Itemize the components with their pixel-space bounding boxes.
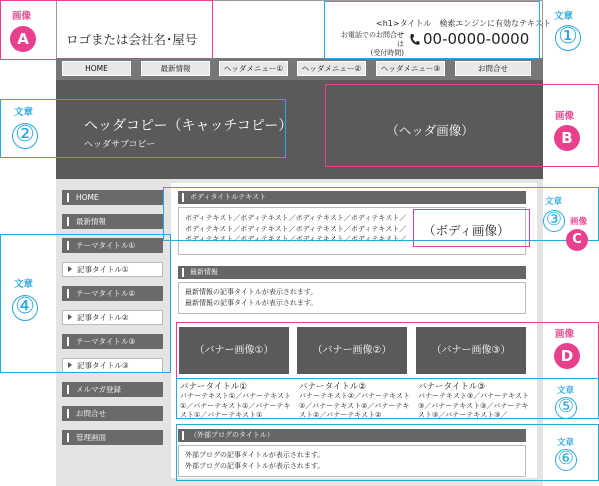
news-section-title: 最新情報 (178, 266, 526, 279)
annot-box-c (413, 209, 530, 247)
tel-note-line-2: (受付時間) (370, 49, 404, 57)
blog-section-title: （外部ブログのタイトル） (178, 429, 526, 442)
banner-text-line: スト③／バナーテキスト③／ (418, 411, 508, 419)
sidebar-item-theme-3[interactable]: テーマタイトル③ (62, 334, 163, 349)
annot-box-1 (324, 1, 540, 59)
sidebar-item-news[interactable]: 最新情報 (62, 214, 163, 229)
sidebar-item-newsletter[interactable]: メルマガ登録 (62, 382, 163, 397)
body-text-line: ボディテキスト／ボディテキスト／ボディテキスト／ボディテキスト／ (185, 235, 407, 243)
body-text-line: ボディテキスト／ボディテキスト／ボディテキスト／ボディテキスト／ (185, 214, 407, 222)
nav-contact[interactable]: お問合せ (455, 61, 531, 76)
banner-text-line: スト②／バナーテキスト② (299, 411, 382, 419)
sidebar-item-contact[interactable]: お問合せ (62, 406, 163, 421)
annot-label-text-5: 文章 (557, 386, 575, 396)
annot-label-image-c: 画像 (570, 217, 588, 227)
annot-badge-c: C (566, 229, 588, 251)
news-item[interactable]: 最新情報の記事タイトルが表示されます。 (185, 288, 318, 296)
nav-menu-1[interactable]: ヘッダメニュー① (219, 61, 288, 76)
annot-num-3: ③ (543, 210, 565, 232)
sidebar-item-home[interactable]: HOME (62, 190, 163, 205)
banner-text-line: ②／バナーテキスト②／バナーテキ (299, 401, 410, 410)
sidebar-item-theme-2[interactable]: テーマタイトル② (62, 286, 163, 301)
annot-box-3 (163, 187, 599, 241)
banner-text-line: ③／バナーテキスト③／バナーテキ (418, 401, 529, 410)
nav-menu-3[interactable]: ヘッダメニュー③ (376, 61, 445, 76)
sidebar-item-theme-1[interactable]: テーマタイトル① (62, 238, 163, 253)
annot-box-5 (176, 378, 599, 419)
header-catch-copy: ヘッダコピー（キャッチコピー） (84, 118, 293, 134)
body-image-label: （ボディ画像） (423, 223, 510, 238)
annot-label-image-d: 画像 (555, 329, 575, 340)
banner-title-2[interactable]: バナータイトル② (299, 382, 366, 392)
annot-badge-a: A (10, 26, 36, 52)
annot-badge-b: B (554, 125, 580, 151)
nav-news[interactable]: 最新情報 (141, 61, 210, 76)
banner-text-line: バナーテキスト①／バナーテキスト (180, 392, 291, 400)
annot-num-4: ④ (12, 295, 38, 321)
sidebar-item-admin[interactable]: 管理画面 (62, 430, 163, 445)
banner-text-line: バナーテキスト②／バナーテキスト (299, 392, 410, 400)
annot-label-text-4: 文章 (14, 279, 34, 290)
news-item[interactable]: 最新情報の記事タイトルが表示されます。 (185, 298, 318, 307)
nav-home[interactable]: HOME (62, 61, 131, 76)
sidebar-item-article-2[interactable]: 記事タイトル② (62, 310, 163, 325)
banner-image-2[interactable]: （バナー画像②） (297, 327, 407, 374)
header-sub-copy: ヘッダサブコピー (84, 140, 156, 150)
banner-text-line: スト①／バナーテキスト① (180, 411, 263, 419)
header-h1-title: <h1>タイトル 検索エンジンに有効なテキスト (376, 19, 551, 28)
header-image-label: （ヘッダ画像） (386, 123, 474, 138)
blog-item[interactable]: 外部ブログの記事タイトルが表示されます。 (185, 461, 325, 470)
banner-text-line: バナーテキスト③／バナーテキスト (418, 392, 529, 400)
tel-note-line-1: お電話でのお問合せは (341, 31, 404, 48)
banner-title-1[interactable]: バナータイトル① (180, 382, 247, 392)
phone-number-text: 00-0000-0000 (423, 30, 530, 48)
annot-num-6: ⑥ (555, 449, 577, 471)
news-section (178, 282, 526, 314)
annot-label-text-6: 文章 (557, 438, 575, 448)
annot-label-text-1: 文章 (554, 11, 574, 22)
nav-menu-2[interactable]: ヘッダメニュー② (297, 61, 366, 76)
sidebar-item-article-1[interactable]: 記事タイトル① (62, 262, 163, 277)
body-text-line: ボディテキスト／ボディテキスト／ボディテキスト／ボディテキスト／ (185, 224, 407, 233)
annot-label-image-b: 画像 (555, 111, 575, 122)
annot-badge-d: D (554, 343, 580, 369)
annot-box-b (325, 84, 599, 167)
banner-title-3[interactable]: バナータイトル③ (418, 382, 485, 392)
banner-text-line: ①／バナーテキスト①／バナーテキ (180, 401, 291, 410)
sidebar-item-article-3[interactable]: 記事タイトル③ (62, 358, 163, 373)
annot-label-text-3: 文章 (545, 197, 563, 207)
annot-box-d (176, 322, 599, 379)
banner-image-3[interactable]: （バナー画像③） (416, 327, 526, 374)
annot-num-5: ⑤ (555, 397, 577, 419)
annot-box-2 (0, 99, 286, 158)
annot-num-2: ② (12, 123, 38, 149)
body-section-title: ボディタイトルテキスト (178, 191, 526, 204)
annot-label-text-2: 文章 (14, 107, 34, 118)
site-logo[interactable]: ロゴまたは会社名･屋号 (66, 32, 198, 47)
annot-num-1: ① (555, 25, 581, 51)
blog-item[interactable]: 外部ブログの記事タイトルが表示されます。 (185, 451, 325, 459)
annot-box-6 (176, 424, 599, 481)
annot-label-image-a: 画像 (12, 11, 32, 22)
banner-image-1[interactable]: （バナー画像①） (179, 327, 289, 374)
